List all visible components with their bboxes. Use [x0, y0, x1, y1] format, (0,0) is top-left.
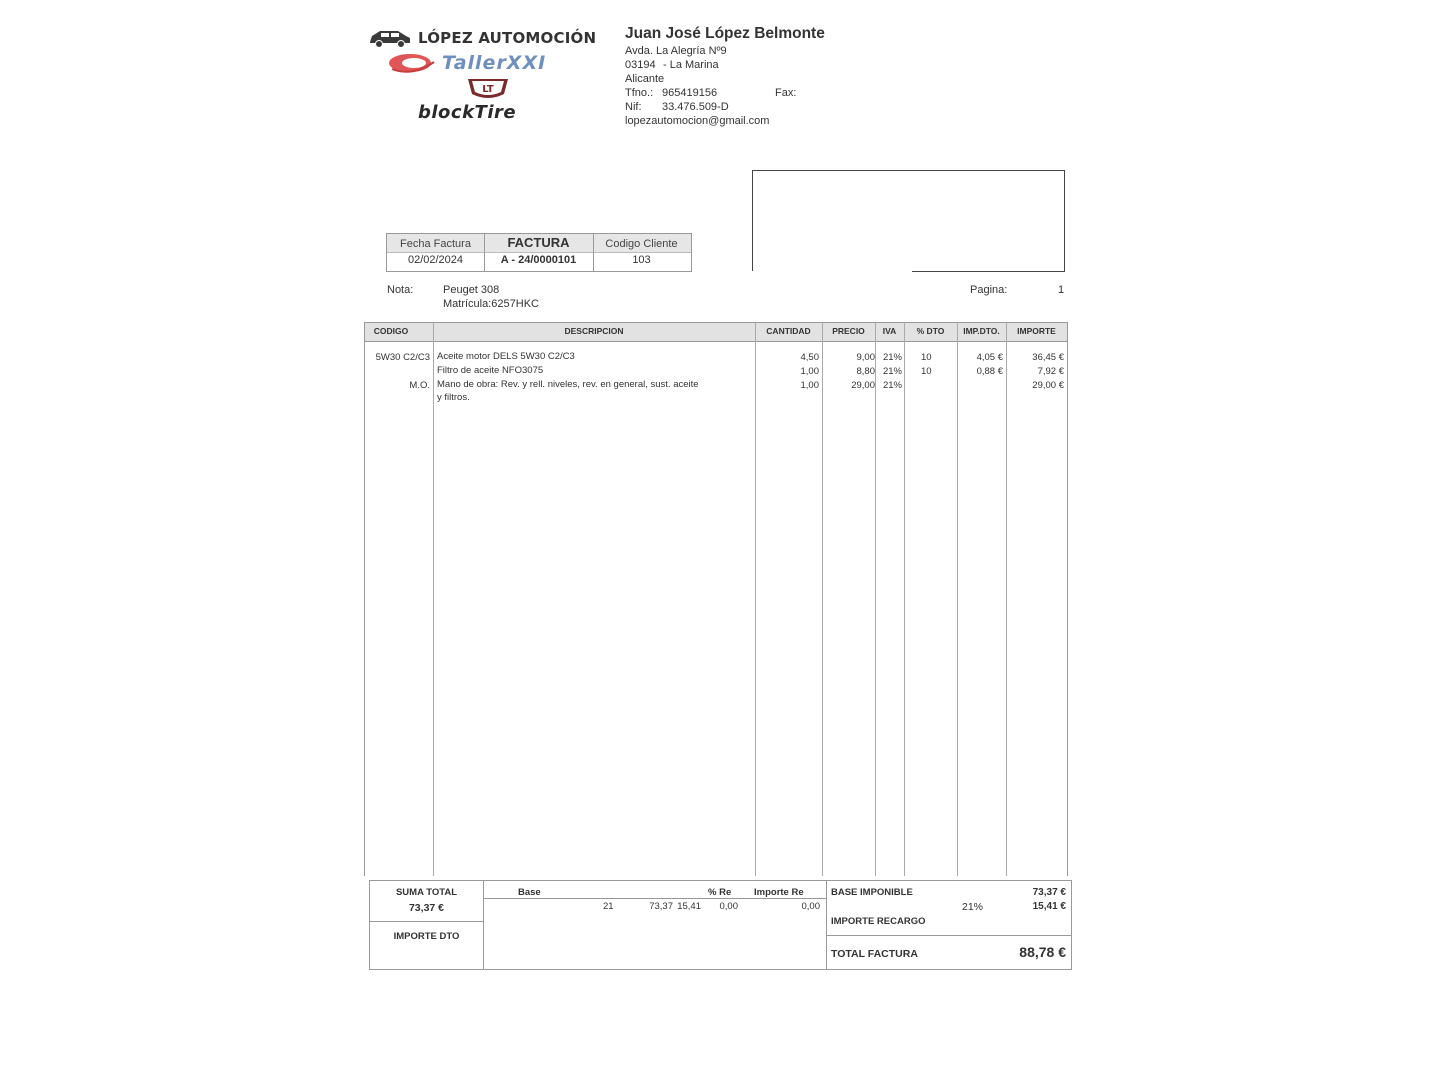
- row-2-iva: 21%: [882, 366, 902, 377]
- invoice-header-table: [386, 233, 692, 272]
- company-email: lopezautomocion@gmail.com: [625, 115, 770, 127]
- suma-total-label: SUMA TOTAL: [395, 887, 458, 898]
- total-factura-value: 88,78 €: [1019, 944, 1066, 960]
- suma-total-value: 73,37 €: [408, 902, 445, 914]
- row-3-importe: 29,00 €: [1032, 380, 1064, 391]
- suma-divider: [370, 921, 483, 922]
- iva-total-value: 15,41 €: [1032, 901, 1066, 912]
- fecha-value: 02/02/2024: [407, 254, 464, 266]
- tallerxxi-logo-text: TallerXXI: [442, 52, 547, 74]
- row-1-dto: 10: [921, 352, 932, 363]
- nota-line-1: Peuget 308: [443, 284, 500, 296]
- factura-number: A - 24/0000101: [500, 254, 577, 266]
- breakdown-re-pct: 0,00: [719, 901, 738, 912]
- col-title-descripcion: DESCRIPCION: [564, 326, 624, 336]
- col-separator: [433, 322, 434, 876]
- col-title-impdto: IMP.DTO.: [963, 326, 1000, 336]
- row-2-descripcion: Filtro de aceite NFO3075: [437, 365, 544, 376]
- fecha-label: Fecha Factura: [400, 238, 471, 250]
- lt-logo-text: LT: [482, 84, 494, 95]
- row-1-impdto: 4,05 €: [976, 352, 1003, 363]
- invoice-lines-table: [364, 322, 1068, 876]
- total-divider: [826, 935, 1071, 936]
- company-name: Juan José López Belmonte: [625, 25, 825, 42]
- grand-total-panel: [826, 881, 1071, 969]
- row-2-importe: 7,92 €: [1037, 366, 1064, 377]
- totals-box: [369, 880, 1072, 970]
- row-2-cantidad: 1,00: [800, 366, 819, 377]
- col-separator: [904, 322, 905, 876]
- suma-panel: [370, 881, 484, 969]
- breakdown-re-imp-label: Importe Re: [754, 887, 804, 898]
- row-3-codigo: M.O.: [409, 380, 430, 391]
- col-separator: [875, 322, 876, 876]
- row-1-precio: 9,00: [856, 352, 875, 363]
- nif-value: 33.476.509-D: [662, 101, 729, 113]
- company-province: Alicante: [625, 73, 665, 85]
- nota-line-2: Matrícula:6257HKC: [443, 298, 539, 310]
- iva-rate: 21%: [962, 901, 984, 913]
- tallerxxi-logo: [388, 52, 546, 74]
- factura-label: FACTURA: [507, 235, 570, 250]
- row-3-descripcion: Mano de obra: Rev. y rell. niveles, rev. en general, sust. aceite: [437, 379, 699, 390]
- cliente-col: [593, 233, 690, 271]
- blocktire-logo: blockTire: [418, 102, 517, 123]
- phone-label: Tfno.:: [625, 87, 654, 99]
- row-1-cantidad: 4,50: [800, 352, 819, 363]
- row-3-precio: 29,00: [851, 380, 875, 391]
- customer-address-box: [752, 170, 1065, 271]
- row-2-dto: 10: [921, 366, 932, 377]
- row-1-iva: 21%: [882, 352, 902, 363]
- row-2-impdto: 0,88 €: [976, 366, 1003, 377]
- col-title-precio: PRECIO: [832, 326, 865, 336]
- tax-breakdown-panel: [483, 881, 827, 969]
- fecha-col: [387, 233, 485, 271]
- fax-label: Fax:: [775, 87, 797, 99]
- col-title-cantidad: CANTIDAD: [766, 326, 811, 336]
- company-city: - La Marina: [663, 59, 719, 71]
- breakdown-re-imp: 0,00: [801, 901, 820, 912]
- row-1-codigo: 5W30 C2/C3: [375, 352, 430, 363]
- nota-label: Nota:: [387, 284, 414, 296]
- tire-swoosh-icon: [388, 52, 436, 74]
- breakdown-base-label: Base: [518, 887, 541, 898]
- col-title-iva: IVA: [882, 326, 897, 336]
- importe-dto-label: IMPORTE DTO: [393, 931, 460, 942]
- col-separator: [755, 322, 756, 876]
- col-separator: [957, 322, 958, 876]
- row-1-descripcion: Aceite motor DELS 5W30 C2/C3: [437, 351, 575, 362]
- factura-col: [484, 233, 594, 271]
- breakdown-iva-pct: 21: [603, 901, 614, 912]
- breakdown-iva-imp: 15,41: [677, 901, 701, 912]
- row-2-precio: 8,80: [856, 366, 875, 377]
- cliente-value: 103: [632, 254, 651, 266]
- total-factura-label: TOTAL FACTURA: [831, 948, 918, 960]
- row-3-descripcion-cont: y filtros.: [437, 392, 470, 403]
- col-title-dto: % DTO: [916, 326, 945, 336]
- pagina-label: Pagina:: [970, 284, 1008, 296]
- lopez-logo-text: LÓPEZ AUTOMOCIÓN: [418, 29, 597, 47]
- cliente-label: Codigo Cliente: [605, 238, 678, 250]
- logo-group: [368, 24, 608, 124]
- col-separator: [1006, 322, 1007, 876]
- row-1-importe: 36,45 €: [1032, 352, 1064, 363]
- phone-value: 965419156: [662, 87, 718, 99]
- nif-label: Nif:: [625, 101, 642, 113]
- col-title-codigo: CODIGO: [373, 326, 409, 336]
- col-title-importe: IMPORTE: [1017, 326, 1056, 336]
- lopez-automocion-logo: [368, 28, 596, 48]
- row-3-cantidad: 1,00: [800, 380, 819, 391]
- customer-box-bottom-line: [912, 271, 1065, 272]
- breakdown-re-pct-label: % Re: [708, 887, 732, 898]
- base-imponible-value: 73,37 €: [1032, 887, 1066, 898]
- company-address: Avda. La Alegría Nº9: [625, 45, 727, 57]
- car-icon: [368, 28, 412, 48]
- breakdown-base-number: 73,37: [649, 901, 673, 912]
- importe-recargo-label: IMPORTE RECARGO: [831, 916, 926, 927]
- row-3-iva: 21%: [882, 380, 902, 391]
- col-separator: [822, 322, 823, 876]
- base-imponible-label: BASE IMPONIBLE: [831, 887, 913, 898]
- pagina-value: 1: [1058, 284, 1065, 296]
- company-postal: 03194: [625, 59, 656, 71]
